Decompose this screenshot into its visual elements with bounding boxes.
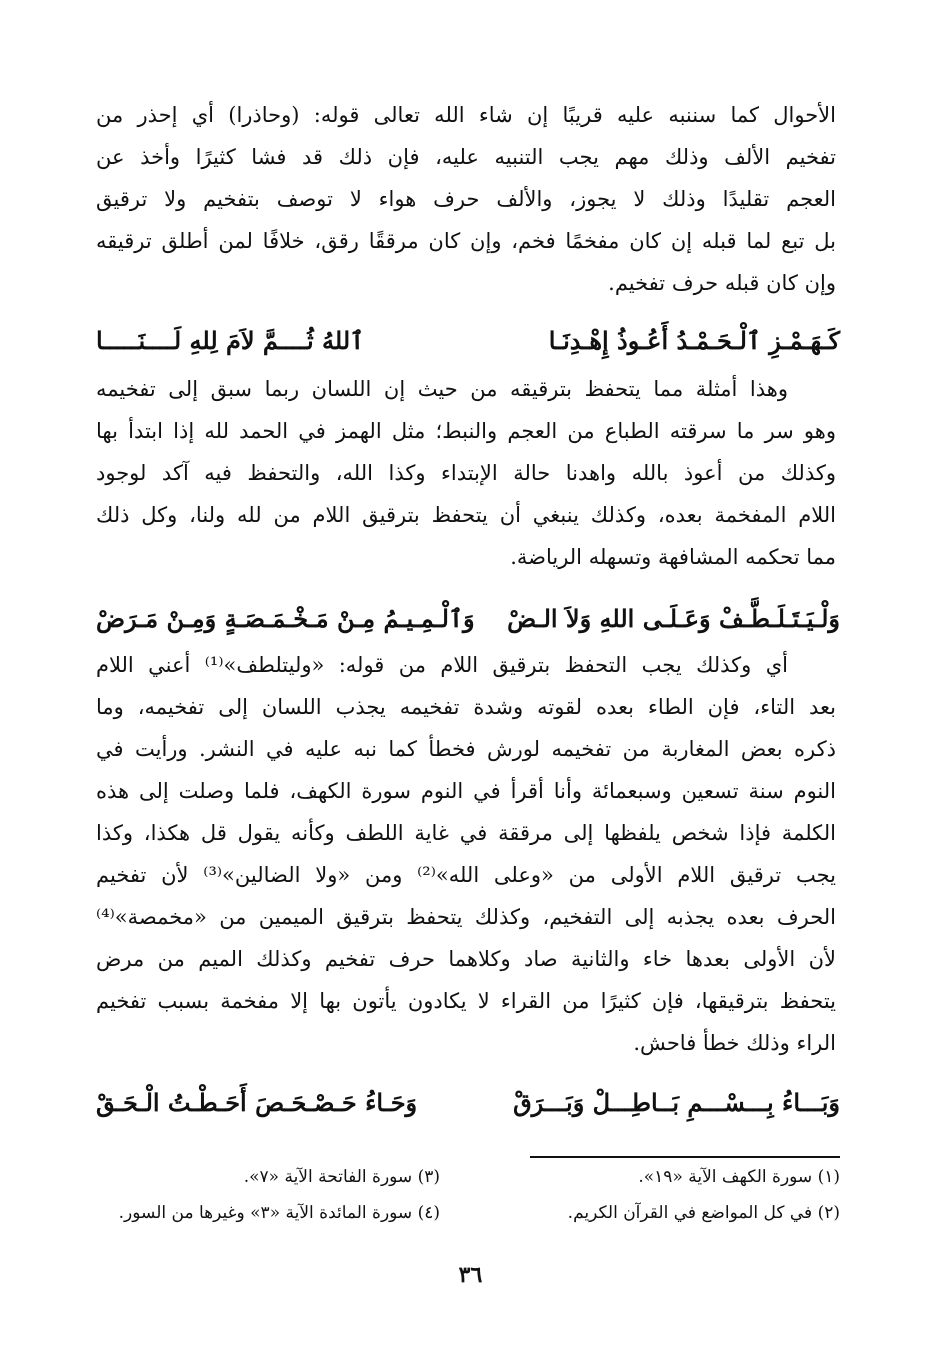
- paragraph-line: وهو سر ما سرقته الطباع من العجم والنبط؛ مثل الهمز في الحمد لله إذا ابتدأ بها: [96, 419, 836, 443]
- paragraph-line: ذكره بعض المغاربة من تفخيمه لورش فخطأ كما نبه عليه في النشر. ورأيت في: [96, 737, 836, 761]
- paragraph-2: [96, 368, 836, 578]
- paragraph-line: مما تحكمه المشافهة وتسهله الرياضة.: [510, 545, 836, 569]
- paragraph-line: النوم سنة تسعين وسبعمائة وأنا أقرأ في النوم سورة الكهف، فلما وصلت إلى هذه: [96, 779, 836, 803]
- paragraph-line: تفخيم الألف وذلك مهم يجب التنبيه عليه، فإن ذلك قد فشا كثيرًا وأخذ عن: [96, 145, 836, 169]
- poem-verse-3: [96, 1080, 840, 1126]
- paragraph-line: لأن الأولى بعدها خاء والثانية صاد وكلاهما حرف تفخيم وكذلك الميم من مرض: [96, 947, 836, 971]
- poem-verse-1: [96, 318, 840, 364]
- paragraph-line: أي وكذلك يجب التحفظ بترقيق اللام من قوله: «وليتلطف»⁽¹⁾ أعني اللام: [96, 653, 788, 677]
- paragraph-3: [96, 644, 836, 1064]
- poem-verse-2: [96, 596, 840, 642]
- paragraph-line: الأحوال كما سننبه عليه قريبًا إن شاء الله تعالى قوله: (وحاذرا) أي إحذر من: [96, 103, 836, 127]
- page-number: ٣٦: [458, 1262, 483, 1288]
- footnote-1: (١) سورة الكهف الآية «١٩».: [638, 1167, 840, 1187]
- paragraph-line: العجم تقليدًا وذلك لا يجوز، والألف حرف هواء لا توصف بتفخيم ولا ترقيق: [96, 187, 836, 211]
- paragraph-line: الراء وذلك خطأ فاحش.: [633, 1031, 836, 1055]
- verse-first-hemistich: كَـهَـمْـزِ ٱلْـحَـمْـدُ أَعُـوذُ إِهْـدِنَـا: [548, 326, 840, 355]
- paragraph-line: وكذلك من أعوذ بالله واهدنا حالة الإبتداء وكذا الله، والتحفظ فيه آكد لوجود: [96, 461, 836, 485]
- verse-first-hemistich: وَبَـــاءُ بِـــسْـــمِ بَــاطِـــلْ وَبَـــرَقْ: [513, 1088, 840, 1117]
- paragraph-line: يجب ترقيق اللام الأولى من «وعلى الله»⁽²⁾ ومن «ولا الضالين»⁽³⁾ لأن تفخيم: [96, 863, 836, 887]
- paragraph-line: الكلمة فإذا شخص يلفظها إلى مرققة في غاية اللطف وكأنه يقول قل هكذا، وكذا: [96, 821, 836, 845]
- paragraph-line: بل تبع لما قبله إن كان مفخمًا فخم، وإن كان مرققًا رقق، خلافًا لمن أطلق ترقيقه: [96, 229, 836, 253]
- paragraph-line: وهذا أمثلة مما يتحفظ بترقيقه من حيث إن اللسان ربما سبق إلى تفخيمه: [96, 377, 788, 401]
- footnote-separator: [530, 1156, 840, 1158]
- footnote-4: (٤) سورة المائدة الآية «٣» وغيرها من السور.: [118, 1203, 440, 1223]
- paragraph-line: يتحفظ بترقيقها، فإن كثيرًا من القراء لا يكادون يأتون بها إلا مفخمة بسبب تفخيم: [96, 989, 836, 1013]
- paragraph-line: اللام المفخمة بعده، وكذلك ينبغي أن يتحفظ بترقيق اللام من لله ولنا، وكل ذلك: [96, 503, 836, 527]
- footnote-2: (٢) في كل المواضع في القرآن الكريم.: [567, 1203, 840, 1223]
- verse-second-hemistich: ٱللهُ ثُــــمَّ لاَمَ لِلهِ لَــــنَـــــا: [96, 326, 365, 355]
- verse-first-hemistich: وَلْـيَـتَـلَـطَّـفْ وَعَـلَـى اللهِ وَلاَ الـضْ: [507, 604, 840, 633]
- paragraph-line: وإن كان قبله حرف تفخيم.: [608, 271, 836, 295]
- paragraph-1: [96, 94, 836, 304]
- paragraph-line: بعد التاء، فإن الطاء بعده لقوته وشدة تفخيمه يجذب اللسان إلى تفخيمه، وما: [96, 695, 836, 719]
- verse-second-hemistich: وَٱلْـمِـيـمُ مِـنْ مَـخْـمَـصَـةٍ وَمِـنْ مَـرَضْ: [96, 604, 475, 633]
- footnote-3: (٣) سورة الفاتحة الآية «٧».: [243, 1167, 440, 1187]
- paragraph-line: الحرف بعده يجذبه إلى التفخيم، وكذلك يتحفظ بترقيق الميمين من «مخمصة»⁽⁴⁾: [96, 905, 836, 929]
- verse-second-hemistich: وَحَـاءُ حَـصْـحَـصَ أَحَـطْـتُ الْـحَـقْ: [96, 1088, 418, 1117]
